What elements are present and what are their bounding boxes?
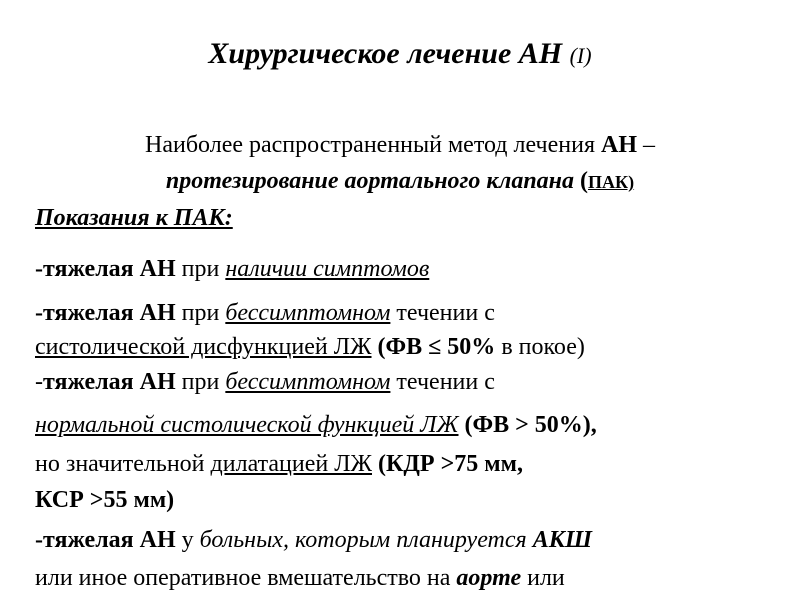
item3-paren: ( bbox=[458, 412, 473, 438]
item3-normal-function: нормальной систолической функцией ЛЖ bbox=[35, 412, 459, 438]
intro-method: протезирование аортального клапана bbox=[165, 168, 575, 194]
slide-title-suffix: (I) bbox=[569, 43, 592, 68]
slide-title bbox=[0, 33, 800, 77]
intro-line-2 bbox=[0, 163, 800, 200]
item4-or: или bbox=[521, 565, 565, 591]
indication-item-3-line-3 bbox=[35, 447, 523, 481]
item2-bold: -тяжелая АН bbox=[35, 300, 176, 326]
item1-italic: наличии симптомов bbox=[225, 256, 430, 282]
item3-ef: ФВ > 50%), bbox=[472, 412, 597, 438]
item4-italic: больных, которым планируется bbox=[199, 527, 533, 553]
intro-line-1 bbox=[0, 127, 800, 163]
item2-italic: бессимптомном bbox=[225, 300, 391, 326]
indication-item-3-line-1 bbox=[35, 365, 495, 399]
indication-item-2-line-2 bbox=[35, 330, 585, 364]
slide-title-main: Хирургическое лечение АН bbox=[208, 37, 563, 70]
item2-dysfunction: систолической дисфункцией ЛЖ bbox=[35, 334, 372, 360]
item2-rest: в покое) bbox=[495, 334, 585, 360]
item1-bold: -тяжелая АН bbox=[35, 256, 176, 282]
intro-paren: ( bbox=[574, 168, 589, 194]
item3-mid: при bbox=[175, 369, 226, 395]
intro-dash: – bbox=[637, 132, 655, 158]
indication-item-4-line-2 bbox=[35, 561, 565, 595]
item1-mid: при bbox=[175, 256, 226, 282]
indication-item-3-line-4 bbox=[35, 483, 174, 517]
item3-ksr: КСР >55 мм bbox=[35, 487, 167, 513]
item4-bold: -тяжелая АН bbox=[35, 527, 176, 553]
indications-heading: Показания к ПАК: bbox=[35, 205, 233, 231]
item3-dash: - bbox=[35, 369, 43, 395]
item3-significant: но значительной bbox=[35, 451, 211, 477]
indication-item-3-line-2 bbox=[35, 408, 597, 442]
indication-item-1 bbox=[35, 252, 429, 286]
intro-text: Наиболее распространенный метод лечения bbox=[145, 132, 601, 158]
item3-kdr: КДР >75 мм, bbox=[386, 451, 523, 477]
item4-mid: у bbox=[175, 527, 200, 553]
item2-post: течении с bbox=[390, 300, 495, 326]
item2-mid: при bbox=[175, 300, 226, 326]
item3-close: ) bbox=[166, 487, 175, 513]
item3-italic: бессимптомном bbox=[225, 369, 391, 395]
item4-other: или иное оперативное вмешательство на bbox=[35, 565, 457, 591]
intro-an: АН bbox=[601, 132, 637, 158]
intro-abbr: ПАК) bbox=[588, 172, 635, 192]
item2-ef: ФВ ≤ 50% bbox=[385, 334, 496, 360]
item3-dilatation: дилатацией ЛЖ bbox=[210, 451, 372, 477]
item3-paren-2: ( bbox=[372, 451, 386, 477]
intro-paragraph bbox=[0, 127, 800, 200]
item3-bold: тяжелая АН bbox=[43, 369, 176, 395]
item3-post: течении с bbox=[390, 369, 495, 395]
item2-paren: ( bbox=[371, 334, 386, 360]
item4-aorta: аорте bbox=[456, 565, 522, 591]
indication-item-2-line-1 bbox=[35, 296, 495, 330]
item4-aksh: АКШ bbox=[532, 527, 592, 553]
indication-item-4-line-1 bbox=[35, 523, 592, 557]
